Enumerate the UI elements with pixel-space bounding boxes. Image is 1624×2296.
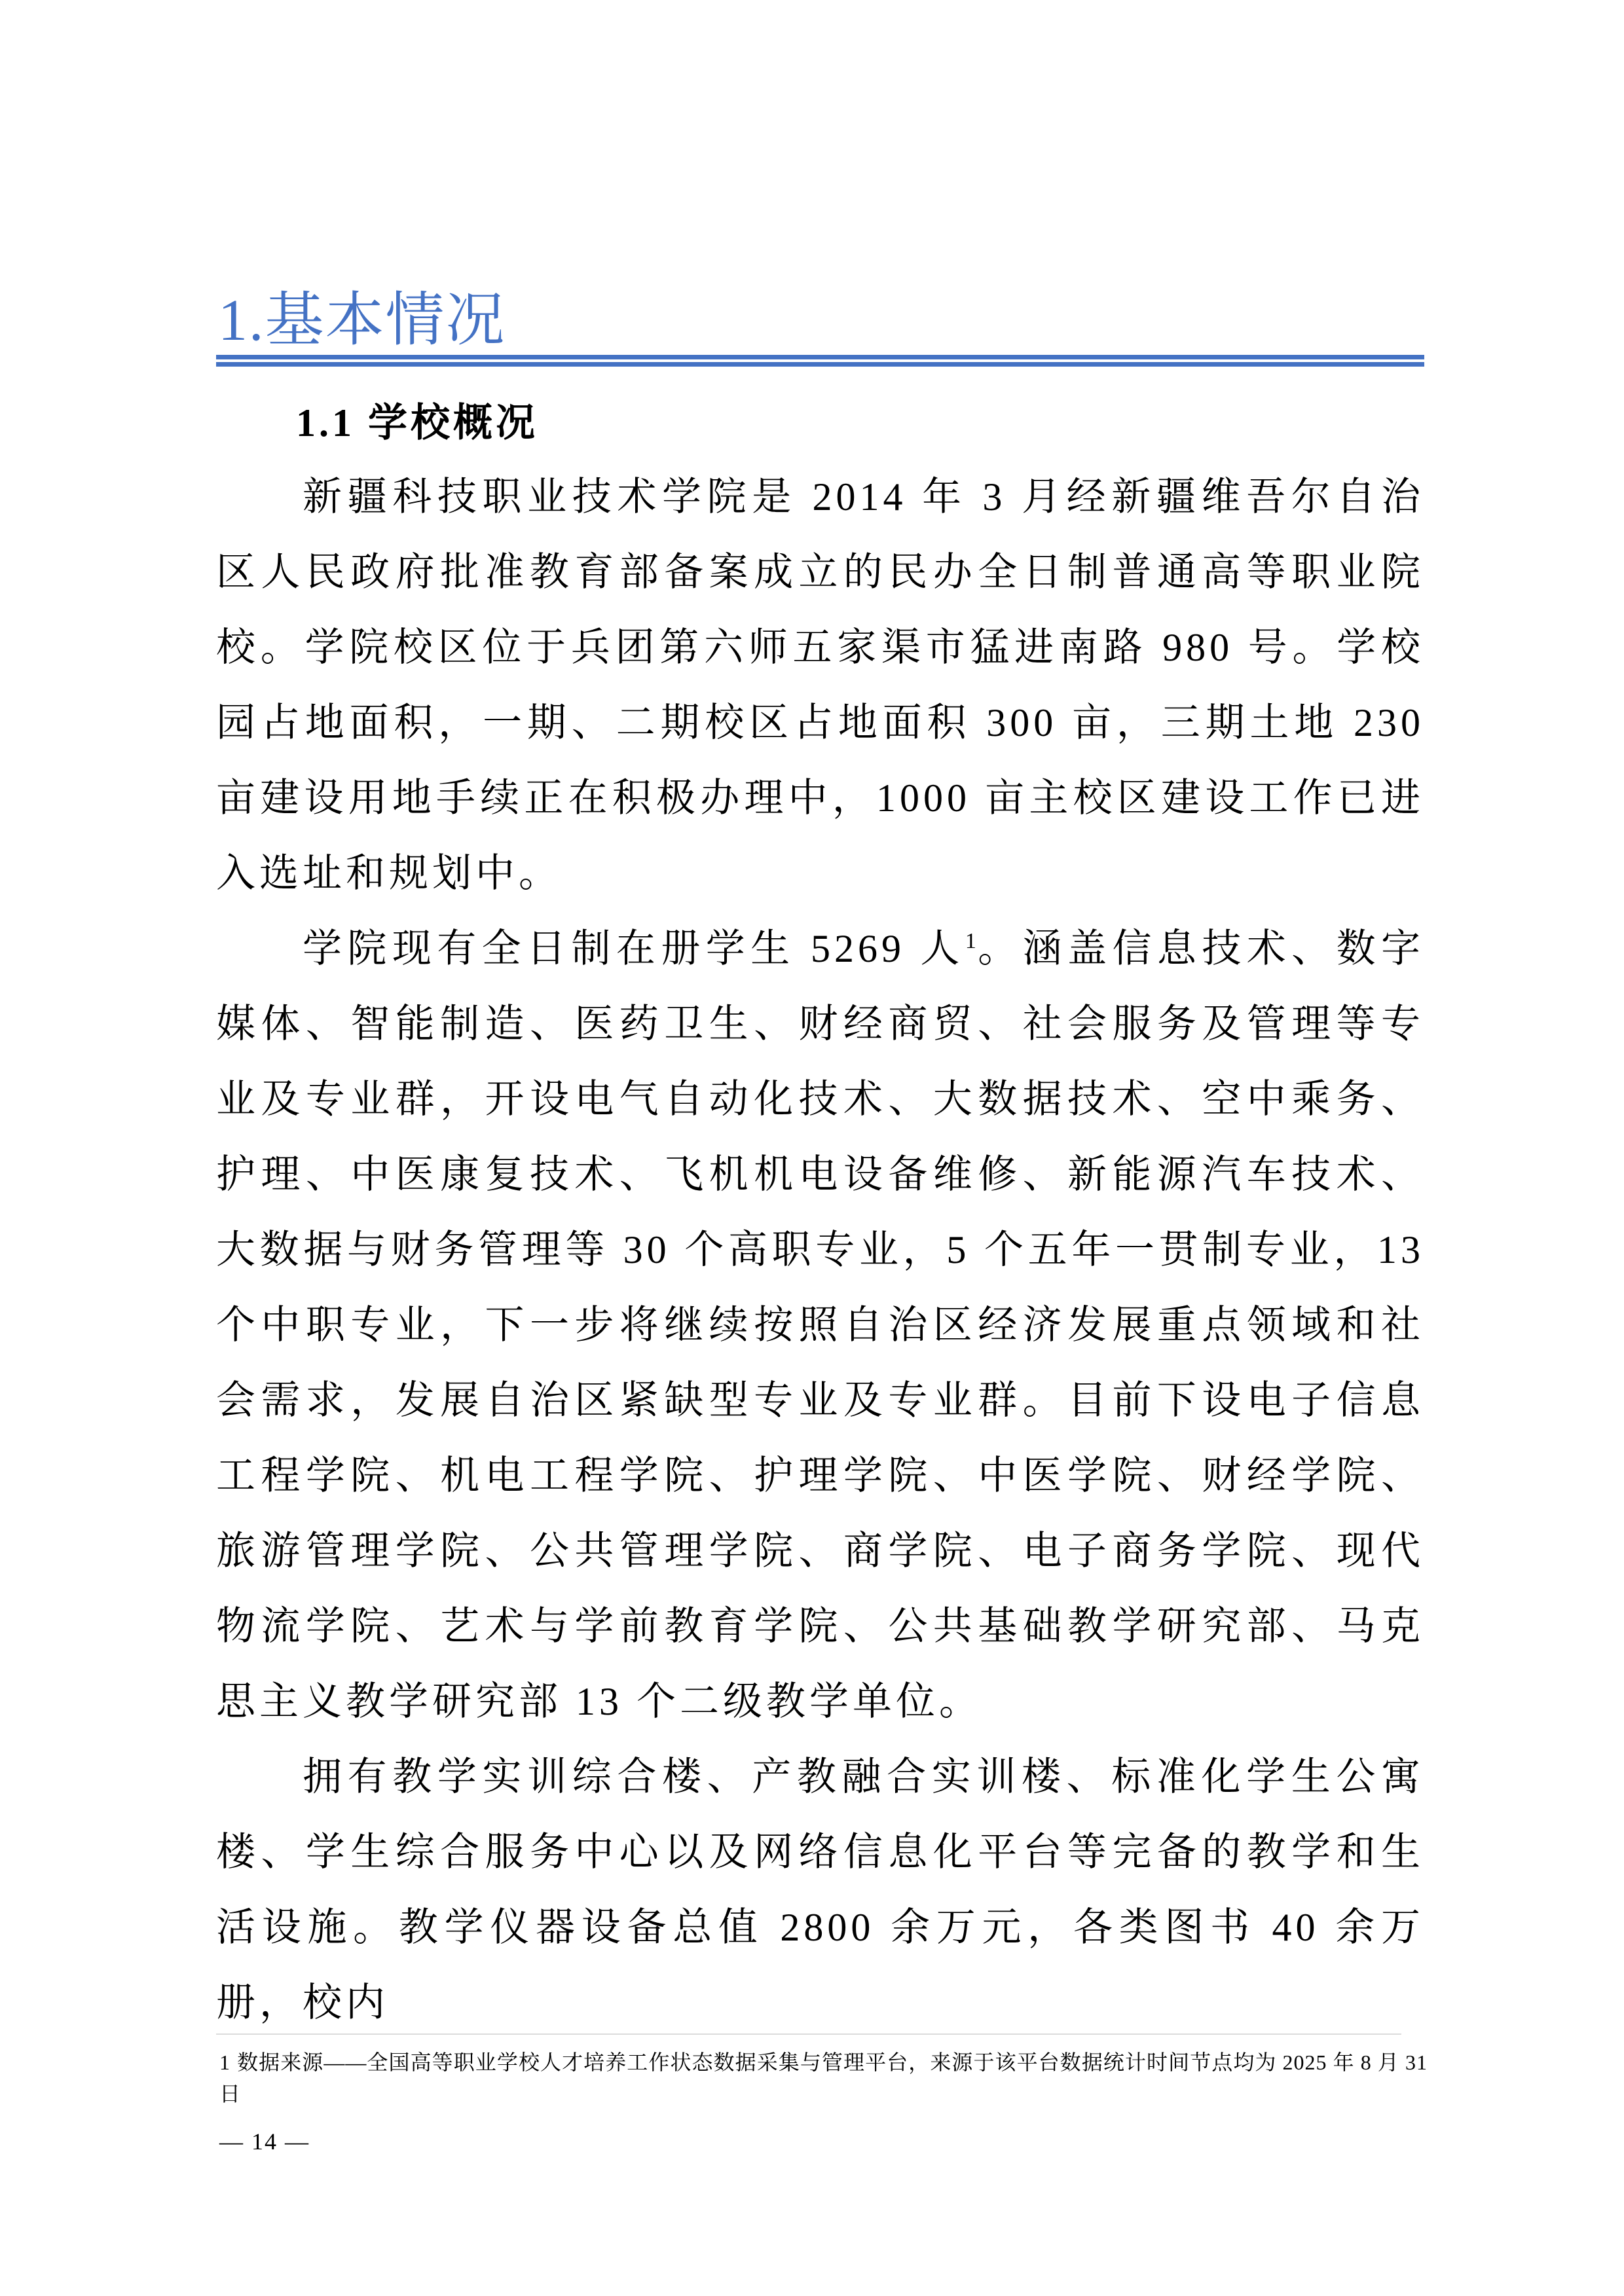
paragraph-students-majors [216,911,1424,1740]
footnote-marker: 1 [219,2050,231,2074]
paragraph-students-majors-pre: 学院现有全日制在册学生 5269 人 [303,927,965,970]
footnote-separator [216,2033,1401,2035]
paragraph-students-majors-post: 。涵盖信息技术、数字媒体、智能制造、医药卫生、财经商贸、社会服务及管理等专业及专业群，开设电气自动化技术、大数据技术、空中乘务、护理、中医康复技术、飞机机电设备维修、新能源汽车技术、大数据与财务管理等 30 个高职专业，5 个五年一贯制专业，13 个中职专业，下一步将继续按照自治区经济发展重点领域和社会需求，发展自治区紧缺型专业及专业群。目前下设电子信息工程学院、机电工程学院、护理学院、中医学院、财经学院、旅游管理学院、公共管理学院、商学院、电子商务学院、现代物流学院、艺术与学前教育学院、公共基础教学研究部、马克思主义教学研究部 13 个二级教学单位。 [216,927,1425,1723]
section-title: 1.基本情况 [218,288,506,353]
body-text [216,460,1424,2041]
subsection-heading: 1.1 学校概况 [296,401,538,445]
footnote-ref: 1 [965,929,976,953]
footnote-text: 数据来源——全国高等职业学校人才培养工作状态数据采集与管理平台，来源于该平台数据统计时间节点均为 2025 年 8 月 31 日 [219,2050,1428,2105]
title-underline [216,355,1424,368]
page-number: — 14 — [219,2128,310,2155]
title-underline-top-rule [216,355,1424,359]
title-underline-bottom-rule [216,362,1424,367]
paragraph-school-overview: 新疆科技职业技术学院是 2014 年 3 月经新疆维吾尔自治区人民政府批准教育部备案成立的民办全日制普通高等职业院校。学院校区位于兵团第六师五家渠市猛进南路 980 号。学校园占地面积，一期、二期校区占地面积 300 亩，三期土地 230 亩建设用地手续正在积极办理中，1000 亩主校区建设工作已进入选址和规划中。 [216,475,1424,895]
paragraph-facilities: 拥有教学实训综合楼、产教融合实训楼、标准化学生公寓楼、学生综合服务中心以及网络信息化平台等完备的教学和生活设施。教学仪器设备总值 2800 余万元，各类图书 40 余万册，校内 [216,1755,1424,2024]
footnote [219,2047,1428,2109]
